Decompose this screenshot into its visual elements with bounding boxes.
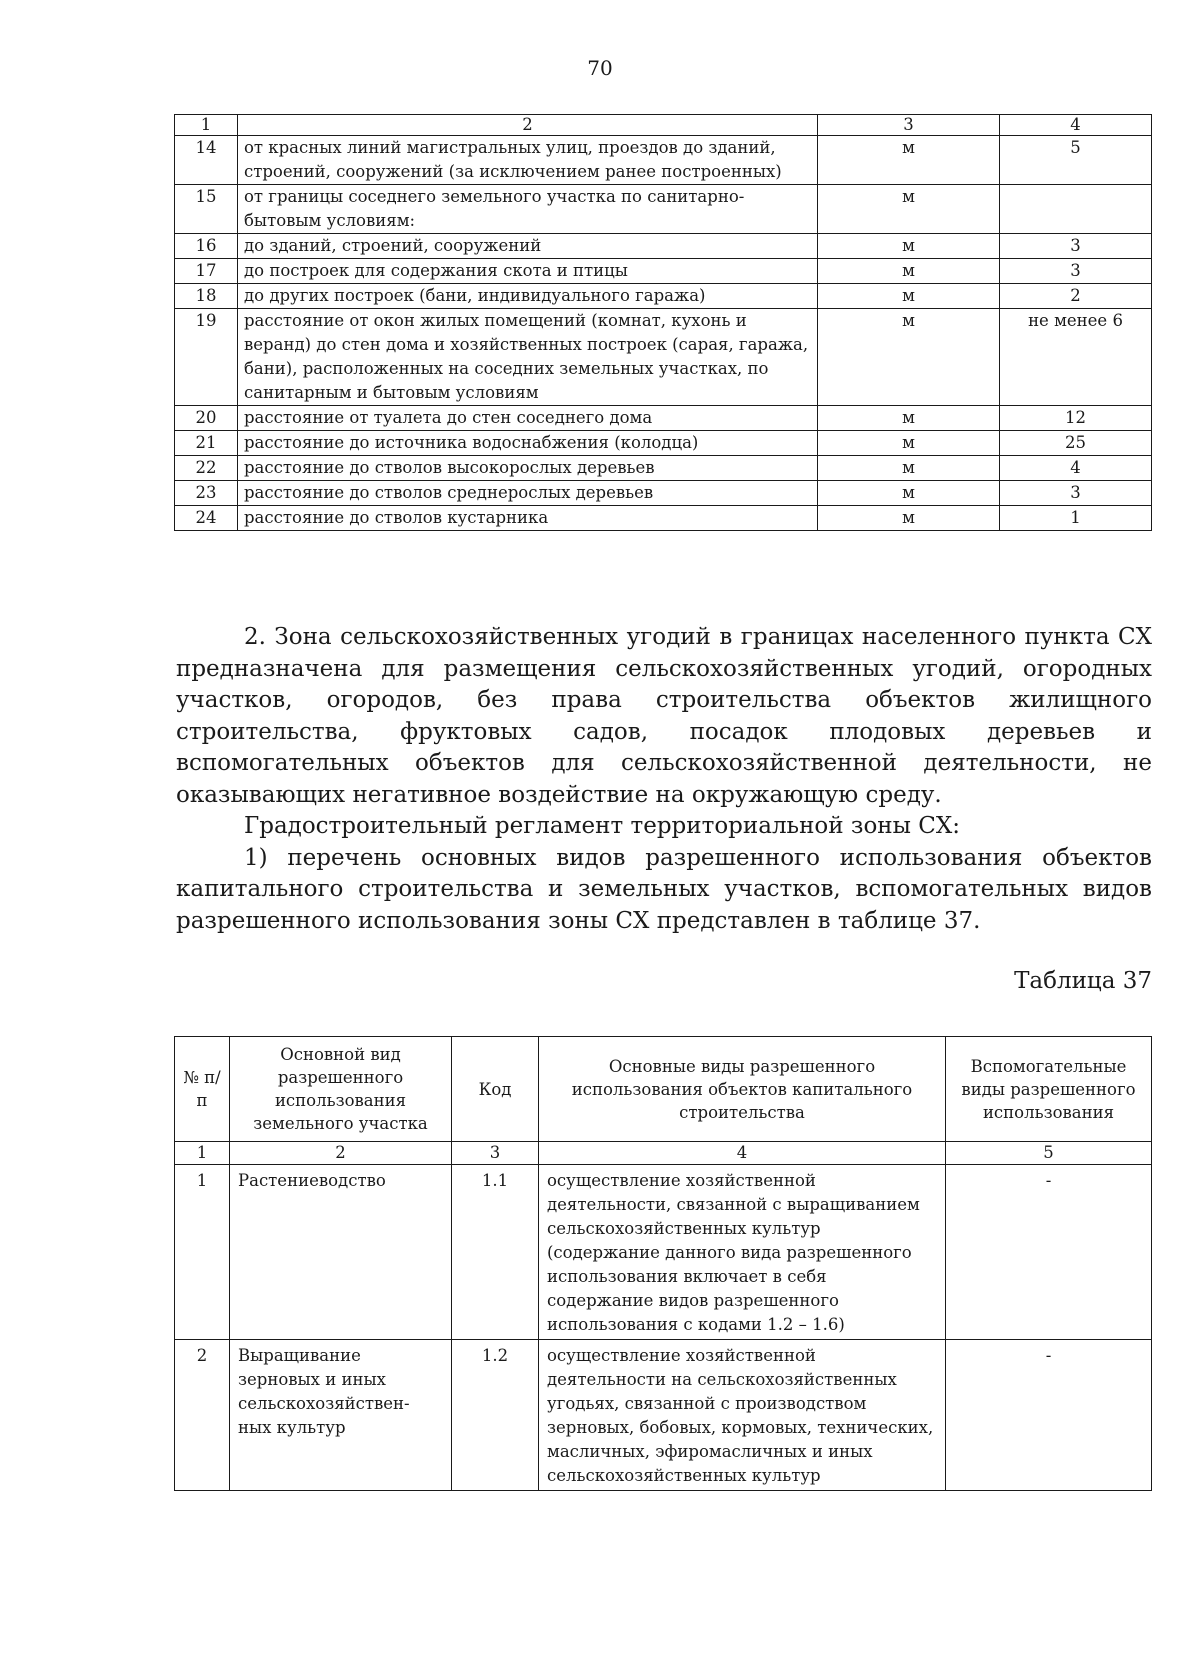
row-number: 20 bbox=[175, 406, 238, 431]
row-kind: Выращивание зерновых и иных сельскохозяйствен-ных культур bbox=[230, 1340, 452, 1491]
body-text bbox=[176, 622, 1152, 937]
table-header-row bbox=[175, 115, 1152, 136]
row-value: не менее 6 bbox=[1000, 309, 1152, 406]
column-number-4: 4 bbox=[1000, 115, 1152, 136]
row-unit: м bbox=[818, 309, 1000, 406]
header-number: № п/п bbox=[175, 1037, 230, 1142]
row-value: 3 bbox=[1000, 481, 1152, 506]
row-description: расстояние до источника водоснабжения (колодца) bbox=[238, 431, 818, 456]
table-row bbox=[175, 309, 1152, 406]
row-number: 14 bbox=[175, 136, 238, 185]
row-description: до построек для содержания скота и птицы bbox=[238, 259, 818, 284]
paragraph-zone-description: 2. Зона сельскохозяйственных угодий в границах населенного пункта СХ предназначена для размещения сельскохозяйственных угодий, огородных участков, огородов, без права строительства объектов жилищного строительства, фруктовых садов, посадок плодовых деревьев и вспомогательных объектов для сельскохозяйственной деятельности, не оказывающих негативное воздействие на окружающую среду. bbox=[176, 624, 1152, 808]
row-number: 18 bbox=[175, 284, 238, 309]
row-unit: м bbox=[818, 506, 1000, 531]
column-number-row bbox=[175, 1142, 1152, 1165]
row-number: 19 bbox=[175, 309, 238, 406]
row-description: расстояние до стволов среднерослых деревьев bbox=[238, 481, 818, 506]
table-row bbox=[175, 1165, 1152, 1340]
header-main-kind: Основной вид разрешенного использования земельного участка bbox=[230, 1037, 452, 1142]
row-description: от красных линий магистральных улиц, проездов до зданий, строений, сооружений (за исключением ранее построенных) bbox=[238, 136, 818, 185]
table-row bbox=[175, 185, 1152, 234]
row-unit: м bbox=[818, 284, 1000, 309]
row-code: 1.1 bbox=[452, 1165, 539, 1340]
row-unit: м bbox=[818, 456, 1000, 481]
row-description: до других построек (бани, индивидуального гаража) bbox=[238, 284, 818, 309]
column-number-2: 2 bbox=[230, 1142, 452, 1165]
table-header-row bbox=[175, 1037, 1152, 1142]
header-code: Код bbox=[452, 1037, 539, 1142]
table-row bbox=[175, 136, 1152, 185]
row-kind: Растениеводство bbox=[230, 1165, 452, 1340]
row-number: 23 bbox=[175, 481, 238, 506]
row-auxiliary: - bbox=[946, 1165, 1152, 1340]
row-value: 5 bbox=[1000, 136, 1152, 185]
row-description: осуществление хозяйственной деятельности, связанной с выращиванием сельскохозяйственных культур (содержание данного вида разрешенного использования включает в себя содержание видов разрешенного использования с кодами 1.2 – 1.6) bbox=[539, 1165, 946, 1340]
row-number: 21 bbox=[175, 431, 238, 456]
row-unit: м bbox=[818, 259, 1000, 284]
column-number-3: 3 bbox=[818, 115, 1000, 136]
row-description: расстояние от окон жилых помещений (комнат, кухонь и веранд) до стен дома и хозяйственных построек (сарая, гаража, бани), расположенных на соседних земельных участках, по санитарным и бытовым условиям bbox=[238, 309, 818, 406]
row-unit: м bbox=[818, 185, 1000, 234]
table-row bbox=[175, 259, 1152, 284]
row-code: 1.2 bbox=[452, 1340, 539, 1491]
row-value: 25 bbox=[1000, 431, 1152, 456]
table-row bbox=[175, 456, 1152, 481]
table-row bbox=[175, 431, 1152, 456]
row-value: 1 bbox=[1000, 506, 1152, 531]
table-row bbox=[175, 506, 1152, 531]
table-row bbox=[175, 406, 1152, 431]
row-number: 24 bbox=[175, 506, 238, 531]
column-number-1: 1 bbox=[175, 115, 238, 136]
distance-norms-table bbox=[174, 114, 1152, 531]
row-number: 16 bbox=[175, 234, 238, 259]
row-description: расстояние до стволов кустарника bbox=[238, 506, 818, 531]
row-description: расстояние до стволов высокорослых деревьев bbox=[238, 456, 818, 481]
header-main-uses: Основные виды разрешенного использования объектов капитального строительства bbox=[539, 1037, 946, 1142]
row-unit: м bbox=[818, 136, 1000, 185]
permitted-use-table bbox=[174, 1036, 1152, 1491]
row-unit: м bbox=[818, 406, 1000, 431]
row-unit: м bbox=[818, 481, 1000, 506]
paragraph-regulation-heading: Градостроительный регламент территориальной зоны СХ: bbox=[244, 813, 960, 839]
table-caption: Таблица 37 bbox=[1014, 968, 1152, 994]
table-row bbox=[175, 1340, 1152, 1491]
row-value: 3 bbox=[1000, 259, 1152, 284]
row-value: 3 bbox=[1000, 234, 1152, 259]
table-row bbox=[175, 234, 1152, 259]
header-auxiliary-uses: Вспомогательные виды разрешенного использования bbox=[946, 1037, 1152, 1142]
row-description: осуществление хозяйственной деятельности на сельскохозяйственных угодьях, связанной с производством зерновых, бобовых, кормовых, технических, масличных, эфиромасличных и иных сельскохозяйственных культур bbox=[539, 1340, 946, 1491]
column-number-3: 3 bbox=[452, 1142, 539, 1165]
table-row bbox=[175, 481, 1152, 506]
row-value: 12 bbox=[1000, 406, 1152, 431]
column-number-4: 4 bbox=[539, 1142, 946, 1165]
row-number: 2 bbox=[175, 1340, 230, 1491]
row-number: 1 bbox=[175, 1165, 230, 1340]
page-number: 70 bbox=[587, 56, 613, 80]
row-number: 15 bbox=[175, 185, 238, 234]
column-number-1: 1 bbox=[175, 1142, 230, 1165]
column-number-2: 2 bbox=[238, 115, 818, 136]
row-unit: м bbox=[818, 234, 1000, 259]
row-auxiliary: - bbox=[946, 1340, 1152, 1491]
row-description: от границы соседнего земельного участка по санитарно-бытовым условиям: bbox=[238, 185, 818, 234]
row-value: 4 bbox=[1000, 456, 1152, 481]
paragraph-list-item: 1) перечень основных видов разрешенного использования объектов капитального строительства и земельных участков, вспомогательных видов разрешенного использования зоны СХ представлен в таблице 37. bbox=[176, 844, 1152, 934]
row-unit: м bbox=[818, 431, 1000, 456]
row-value: 2 bbox=[1000, 284, 1152, 309]
table-row bbox=[175, 284, 1152, 309]
row-number: 17 bbox=[175, 259, 238, 284]
column-number-5: 5 bbox=[946, 1142, 1152, 1165]
row-number: 22 bbox=[175, 456, 238, 481]
row-description: расстояние от туалета до стен соседнего дома bbox=[238, 406, 818, 431]
row-value bbox=[1000, 185, 1152, 234]
row-description: до зданий, строений, сооружений bbox=[238, 234, 818, 259]
